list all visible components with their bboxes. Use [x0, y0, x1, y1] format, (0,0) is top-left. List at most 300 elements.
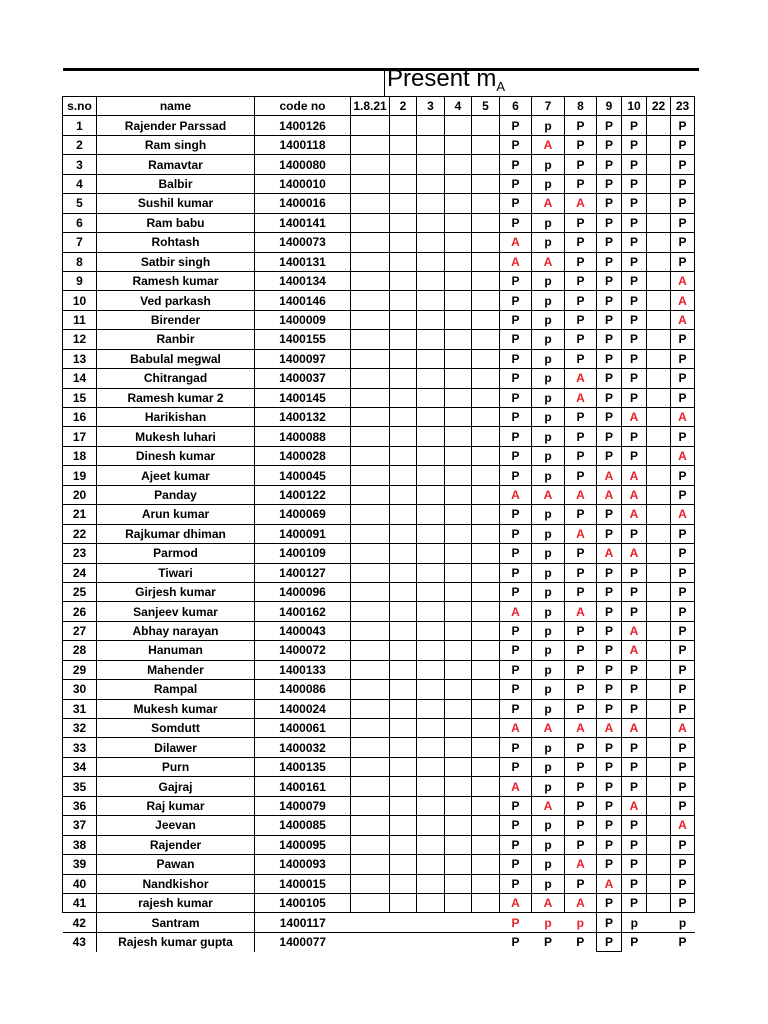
- attendance-cell: P: [671, 116, 695, 135]
- name-cell: Mukesh luhari: [97, 427, 255, 446]
- attendance-cell: [351, 505, 390, 524]
- attendance-cell: [417, 349, 445, 368]
- attendance-cell: P: [565, 446, 597, 465]
- table-row: [63, 310, 695, 329]
- attendance-cell: A: [500, 233, 532, 252]
- attendance-cell: [417, 252, 445, 271]
- attendance-cell: A: [532, 252, 565, 271]
- attendance-cell: [390, 291, 417, 310]
- table-row: [63, 738, 695, 757]
- table-row: [63, 116, 695, 135]
- serial-number-cell: 14: [63, 369, 97, 388]
- attendance-cell: [445, 621, 472, 640]
- serial-number-cell: 1: [63, 116, 97, 135]
- attendance-cell: [472, 874, 500, 893]
- attendance-cell: [445, 835, 472, 854]
- serial-number-cell: 43: [63, 932, 97, 951]
- attendance-cell: P: [671, 388, 695, 407]
- attendance-cell: P: [565, 544, 597, 563]
- attendance-cell: [445, 174, 472, 193]
- serial-number-cell: 28: [63, 641, 97, 660]
- table-row: [63, 271, 695, 290]
- name-cell: Abhay narayan: [97, 621, 255, 640]
- attendance-cell: [390, 213, 417, 232]
- attendance-cell: P: [500, 582, 532, 601]
- attendance-cell: A: [500, 485, 532, 504]
- attendance-cell: [417, 816, 445, 835]
- attendance-cell: [351, 485, 390, 504]
- attendance-cell: P: [500, 621, 532, 640]
- attendance-cell: A: [597, 874, 622, 893]
- attendance-cell: [417, 835, 445, 854]
- attendance-cell: P: [500, 116, 532, 135]
- attendance-cell: p: [532, 388, 565, 407]
- column-header: name: [97, 97, 255, 116]
- attendance-cell: [472, 660, 500, 679]
- attendance-cell: P: [565, 349, 597, 368]
- attendance-cell: [390, 155, 417, 174]
- attendance-cell: P: [565, 796, 597, 815]
- code-cell: 1400072: [255, 641, 351, 660]
- attendance-cell: [351, 252, 390, 271]
- attendance-cell: A: [565, 602, 597, 621]
- attendance-cell: [417, 466, 445, 485]
- serial-number-cell: 2: [63, 135, 97, 154]
- code-cell: 1400122: [255, 485, 351, 504]
- attendance-cell: [351, 271, 390, 290]
- attendance-cell: [445, 116, 472, 135]
- attendance-cell: P: [597, 155, 622, 174]
- attendance-cell: [390, 369, 417, 388]
- attendance-cell: [417, 719, 445, 738]
- attendance-cell: P: [500, 855, 532, 874]
- name-cell: Chitrangad: [97, 369, 255, 388]
- attendance-cell: [417, 116, 445, 135]
- attendance-cell: P: [597, 641, 622, 660]
- table-row: [63, 330, 695, 349]
- attendance-cell: [647, 388, 671, 407]
- serial-number-cell: 9: [63, 271, 97, 290]
- serial-number-cell: 7: [63, 233, 97, 252]
- table-row: [63, 485, 695, 504]
- attendance-cell: [390, 310, 417, 329]
- attendance-cell: P: [565, 310, 597, 329]
- attendance-cell: P: [622, 330, 647, 349]
- attendance-cell: P: [622, 816, 647, 835]
- attendance-cell: [472, 932, 500, 951]
- serial-number-cell: 21: [63, 505, 97, 524]
- table-row: [63, 893, 695, 912]
- attendance-cell: [647, 427, 671, 446]
- attendance-cell: [647, 291, 671, 310]
- attendance-cell: [647, 349, 671, 368]
- attendance-cell: [647, 174, 671, 193]
- attendance-cell: p: [532, 738, 565, 757]
- table-row: [63, 816, 695, 835]
- code-cell: 1400096: [255, 582, 351, 601]
- attendance-cell: [647, 835, 671, 854]
- attendance-cell: [390, 738, 417, 757]
- attendance-cell: P: [622, 680, 647, 699]
- attendance-cell: [472, 271, 500, 290]
- attendance-cell: P: [500, 641, 532, 660]
- code-cell: 1400141: [255, 213, 351, 232]
- attendance-cell: P: [500, 816, 532, 835]
- code-cell: 1400015: [255, 874, 351, 893]
- name-cell: Dilawer: [97, 738, 255, 757]
- column-header: 2: [390, 97, 417, 116]
- attendance-cell: [351, 233, 390, 252]
- name-cell: Rampal: [97, 680, 255, 699]
- attendance-cell: P: [565, 116, 597, 135]
- attendance-cell: [417, 155, 445, 174]
- attendance-cell: P: [671, 544, 695, 563]
- code-cell: 1400135: [255, 757, 351, 776]
- attendance-cell: p: [671, 913, 695, 932]
- table-row: [63, 213, 695, 232]
- serial-number-cell: 33: [63, 738, 97, 757]
- serial-number-cell: 8: [63, 252, 97, 271]
- attendance-cell: P: [671, 641, 695, 660]
- attendance-cell: P: [622, 738, 647, 757]
- attendance-cell: [417, 174, 445, 193]
- attendance-cell: [390, 408, 417, 427]
- attendance-cell: P: [671, 602, 695, 621]
- attendance-cell: [647, 505, 671, 524]
- attendance-cell: A: [597, 719, 622, 738]
- serial-number-cell: 13: [63, 349, 97, 368]
- attendance-cell: A: [532, 485, 565, 504]
- attendance-cell: [351, 194, 390, 213]
- attendance-cell: P: [500, 835, 532, 854]
- attendance-cell: A: [597, 466, 622, 485]
- attendance-cell: [417, 621, 445, 640]
- attendance-cell: p: [532, 349, 565, 368]
- attendance-cell: P: [500, 757, 532, 776]
- serial-number-cell: 24: [63, 563, 97, 582]
- attendance-cell: [445, 388, 472, 407]
- attendance-cell: p: [532, 913, 565, 932]
- attendance-cell: [472, 641, 500, 660]
- attendance-cell: [390, 855, 417, 874]
- attendance-cell: p: [532, 174, 565, 193]
- name-cell: Parmod: [97, 544, 255, 563]
- table-row: [63, 135, 695, 154]
- attendance-cell: [472, 835, 500, 854]
- attendance-cell: A: [565, 485, 597, 504]
- name-cell: Hanuman: [97, 641, 255, 660]
- column-header: 6: [500, 97, 532, 116]
- attendance-cell: P: [565, 738, 597, 757]
- name-cell: Mukesh kumar: [97, 699, 255, 718]
- attendance-cell: p: [532, 835, 565, 854]
- name-cell: Ved parkash: [97, 291, 255, 310]
- attendance-cell: A: [671, 446, 695, 465]
- serial-number-cell: 39: [63, 855, 97, 874]
- attendance-cell: P: [671, 699, 695, 718]
- code-cell: 1400024: [255, 699, 351, 718]
- attendance-cell: P: [565, 330, 597, 349]
- attendance-cell: p: [532, 427, 565, 446]
- attendance-cell: [445, 271, 472, 290]
- attendance-cell: [351, 135, 390, 154]
- attendance-cell: [417, 485, 445, 504]
- table-row: [63, 233, 695, 252]
- name-cell: Purn: [97, 757, 255, 776]
- attendance-cell: P: [671, 213, 695, 232]
- attendance-cell: A: [565, 194, 597, 213]
- attendance-cell: [390, 174, 417, 193]
- table-row: [63, 855, 695, 874]
- attendance-cell: [472, 544, 500, 563]
- attendance-cell: [390, 582, 417, 601]
- attendance-cell: [445, 213, 472, 232]
- code-cell: 1400091: [255, 524, 351, 543]
- attendance-cell: P: [532, 932, 565, 951]
- attendance-cell: [445, 466, 472, 485]
- column-header: 10: [622, 97, 647, 116]
- attendance-cell: [647, 310, 671, 329]
- attendance-cell: [390, 893, 417, 912]
- attendance-cell: P: [671, 194, 695, 213]
- attendance-cell: P: [622, 602, 647, 621]
- attendance-cell: P: [622, 349, 647, 368]
- code-cell: 1400093: [255, 855, 351, 874]
- attendance-cell: [472, 252, 500, 271]
- attendance-cell: [445, 155, 472, 174]
- name-cell: Arun kumar: [97, 505, 255, 524]
- attendance-cell: P: [565, 874, 597, 893]
- column-header: 8: [565, 97, 597, 116]
- name-cell: Rajender: [97, 835, 255, 854]
- attendance-cell: [351, 621, 390, 640]
- attendance-cell: [647, 582, 671, 601]
- attendance-cell: [445, 816, 472, 835]
- attendance-cell: [390, 621, 417, 640]
- attendance-cell: [417, 738, 445, 757]
- attendance-cell: P: [597, 602, 622, 621]
- attendance-cell: [472, 602, 500, 621]
- attendance-cell: A: [500, 777, 532, 796]
- attendance-cell: [351, 524, 390, 543]
- serial-number-cell: 25: [63, 582, 97, 601]
- code-cell: 1400117: [255, 913, 351, 932]
- table-row: [63, 680, 695, 699]
- attendance-cell: A: [622, 796, 647, 815]
- attendance-cell: P: [597, 330, 622, 349]
- attendance-cell: [647, 446, 671, 465]
- attendance-cell: P: [671, 621, 695, 640]
- attendance-cell: [472, 233, 500, 252]
- code-cell: 1400134: [255, 271, 351, 290]
- attendance-cell: [445, 505, 472, 524]
- attendance-cell: P: [622, 252, 647, 271]
- attendance-cell: p: [565, 913, 597, 932]
- attendance-cell: P: [565, 582, 597, 601]
- attendance-cell: [351, 408, 390, 427]
- title-sub: A: [496, 79, 506, 94]
- attendance-cell: P: [500, 135, 532, 154]
- table-row: [63, 835, 695, 854]
- attendance-cell: [472, 855, 500, 874]
- attendance-cell: P: [597, 408, 622, 427]
- attendance-cell: [445, 233, 472, 252]
- attendance-cell: [445, 757, 472, 776]
- attendance-cell: A: [532, 893, 565, 912]
- name-cell: Tiwari: [97, 563, 255, 582]
- attendance-cell: P: [597, 116, 622, 135]
- attendance-cell: A: [671, 408, 695, 427]
- attendance-cell: [445, 310, 472, 329]
- code-cell: 1400145: [255, 388, 351, 407]
- attendance-cell: A: [565, 719, 597, 738]
- attendance-cell: p: [532, 116, 565, 135]
- attendance-cell: [445, 680, 472, 699]
- attendance-cell: [390, 524, 417, 543]
- attendance-cell: [351, 874, 390, 893]
- attendance-cell: [647, 699, 671, 718]
- attendance-cell: A: [532, 719, 565, 738]
- table-row: [63, 874, 695, 893]
- attendance-cell: A: [622, 505, 647, 524]
- attendance-cell: P: [597, 233, 622, 252]
- attendance-cell: P: [671, 893, 695, 912]
- attendance-cell: [472, 699, 500, 718]
- serial-number-cell: 17: [63, 427, 97, 446]
- attendance-cell: [351, 816, 390, 835]
- attendance-cell: P: [622, 155, 647, 174]
- table-row: [63, 194, 695, 213]
- attendance-cell: P: [500, 660, 532, 679]
- attendance-cell: p: [532, 621, 565, 640]
- attendance-cell: [417, 660, 445, 679]
- serial-number-cell: 26: [63, 602, 97, 621]
- name-cell: Nandkishor: [97, 874, 255, 893]
- attendance-cell: P: [565, 699, 597, 718]
- attendance-cell: P: [500, 913, 532, 932]
- attendance-cell: P: [500, 932, 532, 951]
- attendance-cell: P: [597, 369, 622, 388]
- attendance-cell: [351, 310, 390, 329]
- attendance-cell: p: [532, 582, 565, 601]
- attendance-cell: [647, 233, 671, 252]
- name-cell: Ranbir: [97, 330, 255, 349]
- name-cell: Dinesh kumar: [97, 446, 255, 465]
- attendance-cell: [417, 213, 445, 232]
- attendance-cell: [351, 369, 390, 388]
- attendance-cell: [647, 485, 671, 504]
- attendance-cell: [417, 408, 445, 427]
- attendance-cell: [351, 893, 390, 912]
- name-cell: Panday: [97, 485, 255, 504]
- attendance-cell: P: [565, 155, 597, 174]
- attendance-cell: [472, 738, 500, 757]
- attendance-cell: A: [532, 796, 565, 815]
- attendance-cell: [647, 116, 671, 135]
- attendance-cell: [351, 835, 390, 854]
- name-cell: rajesh kumar: [97, 893, 255, 912]
- attendance-cell: [445, 291, 472, 310]
- attendance-cell: P: [565, 271, 597, 290]
- table-row: [63, 388, 695, 407]
- attendance-cell: P: [500, 369, 532, 388]
- code-cell: 1400126: [255, 116, 351, 135]
- attendance-cell: P: [597, 932, 622, 951]
- table-row: [63, 932, 695, 951]
- name-cell: Harikishan: [97, 408, 255, 427]
- attendance-cell: p: [532, 563, 565, 582]
- attendance-cell: [390, 233, 417, 252]
- attendance-cell: P: [565, 777, 597, 796]
- attendance-cell: p: [532, 602, 565, 621]
- attendance-cell: [417, 427, 445, 446]
- attendance-cell: P: [671, 757, 695, 776]
- code-cell: 1400146: [255, 291, 351, 310]
- attendance-cell: P: [565, 252, 597, 271]
- attendance-cell: P: [565, 466, 597, 485]
- attendance-cell: P: [500, 796, 532, 815]
- attendance-cell: [351, 330, 390, 349]
- attendance-cell: P: [671, 485, 695, 504]
- attendance-cell: P: [622, 174, 647, 193]
- code-cell: 1400161: [255, 777, 351, 796]
- attendance-cell: P: [500, 466, 532, 485]
- attendance-cell: [390, 271, 417, 290]
- code-cell: 1400073: [255, 233, 351, 252]
- attendance-cell: P: [565, 427, 597, 446]
- table-row: [63, 913, 695, 932]
- attendance-cell: [647, 777, 671, 796]
- attendance-cell: [472, 466, 500, 485]
- attendance-cell: p: [532, 757, 565, 776]
- table-row: [63, 408, 695, 427]
- code-cell: 1400037: [255, 369, 351, 388]
- attendance-cell: [417, 330, 445, 349]
- attendance-cell: A: [622, 485, 647, 504]
- attendance-cell: [417, 699, 445, 718]
- attendance-cell: p: [622, 913, 647, 932]
- name-cell: Ramesh kumar: [97, 271, 255, 290]
- attendance-cell: [390, 932, 417, 951]
- attendance-cell: [417, 369, 445, 388]
- attendance-cell: [417, 796, 445, 815]
- attendance-cell: P: [500, 427, 532, 446]
- attendance-cell: P: [500, 194, 532, 213]
- attendance-cell: A: [622, 641, 647, 660]
- attendance-cell: A: [597, 485, 622, 504]
- serial-number-cell: 19: [63, 466, 97, 485]
- serial-number-cell: 31: [63, 699, 97, 718]
- name-cell: Pawan: [97, 855, 255, 874]
- attendance-cell: A: [671, 816, 695, 835]
- attendance-cell: p: [532, 330, 565, 349]
- attendance-cell: p: [532, 680, 565, 699]
- attendance-cell: P: [597, 291, 622, 310]
- attendance-cell: P: [597, 427, 622, 446]
- attendance-cell: [445, 349, 472, 368]
- attendance-cell: [390, 796, 417, 815]
- attendance-cell: P: [500, 874, 532, 893]
- attendance-cell: [390, 757, 417, 776]
- attendance-cell: [445, 563, 472, 582]
- attendance-cell: [390, 680, 417, 699]
- attendance-cell: [472, 563, 500, 582]
- attendance-cell: P: [500, 213, 532, 232]
- attendance-cell: p: [532, 271, 565, 290]
- table-row: [63, 291, 695, 310]
- attendance-cell: P: [565, 135, 597, 154]
- attendance-cell: [472, 349, 500, 368]
